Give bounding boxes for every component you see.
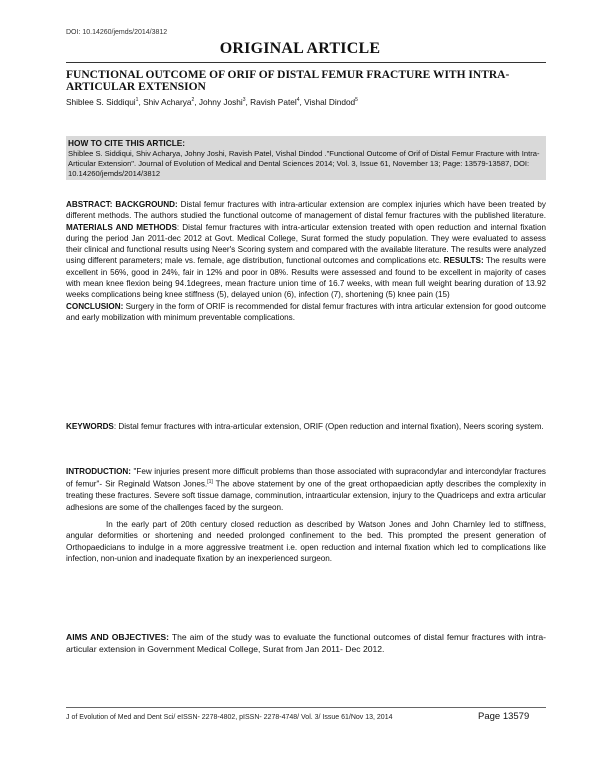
introduction-paragraph-2: In the early part of 20th century closed reduction as described by Watson Jones and John Charnley led to stiffness, angular deformities or shortening and needed prolonged confinement to the bed. This prompted the present generation of Orthopaedicians to indulge in a more aggressive treatment i.e. open reduction and internal fixation which led to complications like infection, non-union and inadequate fixation by an inexperienced surgeon. bbox=[66, 519, 546, 563]
article-type-heading: ORIGINAL ARTICLE bbox=[219, 40, 381, 57]
journal-footer: J of Evolution of Med and Dent Sci/ eISSN- 2278-4802, pISSN- 2278-4748/ Vol. 3/ Issue 61/Nov 13, 2014 bbox=[66, 714, 393, 721]
author-name: Shiblee S. Siddiqui bbox=[66, 97, 136, 107]
abstract-results-label: RESULTS: bbox=[443, 256, 484, 266]
author-name: Vishal Dindod bbox=[304, 97, 356, 107]
author-affiliation: 3 bbox=[242, 97, 246, 104]
abstract-conclusion-label: CONCLUSION: bbox=[66, 301, 124, 311]
page-number: Page 13579 bbox=[478, 711, 530, 722]
introduction-label: INTRODUCTION: bbox=[66, 467, 131, 476]
abstract-background: Distal femur fractures with intra-articular extension are complex injuries which have been treated by different methods. The authors studied the functional outcome of management of distal femur fractures with the published literature. bbox=[66, 200, 546, 221]
abstract-conclusion: Surgery in the form of ORIF is recommended for distal femur fractures with intra articular extension for good outcome and early mobilization with minimum preventable complications. bbox=[66, 301, 547, 322]
aims-text: The aim of the study was to evaluate the functional outcomes of distal femur fractures with intra-articular extension in Government Medical College, Surat from Jan 2011- Dec 2012. bbox=[66, 632, 546, 654]
aims-label: AIMS AND OBJECTIVES: bbox=[66, 632, 170, 642]
introduction-section bbox=[66, 466, 546, 564]
citation-text: Shiblee S. Siddiqui, Shiv Acharya, Johny Joshi, Ravish Patel, Vishal Dindod ."Functional Outcome of Orif of Distal Femur Fracture with Intra-Articular Extension". Journal of Evolution of Medical and Dental Sciences 2014; Vol. 3, Issue 61, November 13; Page: 13579-13587, DOI: 10.14260/jemds/2014/3812 bbox=[68, 149, 540, 178]
article-title: FUNCTIONAL OUTCOME OF ORIF OF DISTAL FEMUR FRACTURE WITH INTRA-ARTICULAR EXTENSION bbox=[66, 69, 510, 93]
abstract-results: The results were excellent in 56%, good in 24%, fair in 12% and poor in 08%. Results were assessed and found to be excellent in majority of cases with mean knee flexion being 94.1degrees, mean fracture union time of 16.7 weeks, with mean full weight bearing duration of 13.92 weeks complications being knee stiffness (5), delayed union (6), infection (7), shortening (5) knee pain (15) bbox=[66, 256, 546, 300]
abstract bbox=[66, 199, 546, 323]
abstract-methods: : Distal femur fractures with intra-articular extension treated with open reduction and internal fixation during the period Jan 2011-dec 2012 at Govt. Medical College, Surat formed the study population. They were evaluated to assess their clinical and functional results using Neer's Scoring system and compared with the available literature. The results were analyzed using different parameters; male vs. female, age distribution, functional outcomes and complications etc. bbox=[66, 222, 546, 266]
author-affiliation: 5 bbox=[355, 97, 358, 104]
author-list: Shiblee S. Siddiqui$^1$, Shiv Acharya$^2$, Johny Joshi$^3$, Ravish Patel$^4$, Vishal Dindod$^5$ bbox=[66, 97, 358, 107]
abstract-methods-label: MATERIALS AND METHODS bbox=[66, 222, 177, 232]
footer-divider bbox=[66, 707, 546, 708]
author-name: Johny Joshi bbox=[198, 97, 243, 107]
author-affiliation: 4 bbox=[296, 97, 300, 104]
introduction-quote: "Few injuries present more difficult problems than those associated with supracondylar and intercondylar fractures of femur"- Sir Reginald Watson Jones. bbox=[66, 467, 546, 490]
introduction-paragraph-1: The above statement by one of the great orthopaedician aptly describes the complexity in treating these fractures. Severe soft tissue damage, comminution, intraarticular extension, injury to the Quadriceps and extra articular adhesions are some of the challenges faced by the surgeon. bbox=[66, 480, 546, 512]
author-name: Shiv Acharya bbox=[143, 97, 192, 107]
title-divider bbox=[66, 62, 546, 63]
how-to-cite-heading: HOW TO CITE THIS ARTICLE: bbox=[68, 138, 186, 148]
author-affiliation: 2 bbox=[191, 97, 195, 104]
author-affiliation: 1 bbox=[135, 97, 139, 104]
author-name: Ravish Patel bbox=[250, 97, 297, 107]
keywords-label: KEYWORDS bbox=[66, 422, 114, 431]
reference-marker: [1] bbox=[207, 479, 213, 486]
doi-label: DOI: 10.14260/jemds/2014/3812 bbox=[66, 29, 168, 36]
keywords-text: : Distal femur fractures with intra-articular extension, ORIF (Open reduction and internal fixation), Neers scoring system. bbox=[113, 422, 544, 431]
aims-section bbox=[66, 631, 546, 655]
abstract-background-label: ABSTRACT: BACKGROUND: bbox=[66, 200, 178, 209]
keywords bbox=[66, 421, 546, 432]
how-to-cite-box bbox=[66, 136, 546, 180]
